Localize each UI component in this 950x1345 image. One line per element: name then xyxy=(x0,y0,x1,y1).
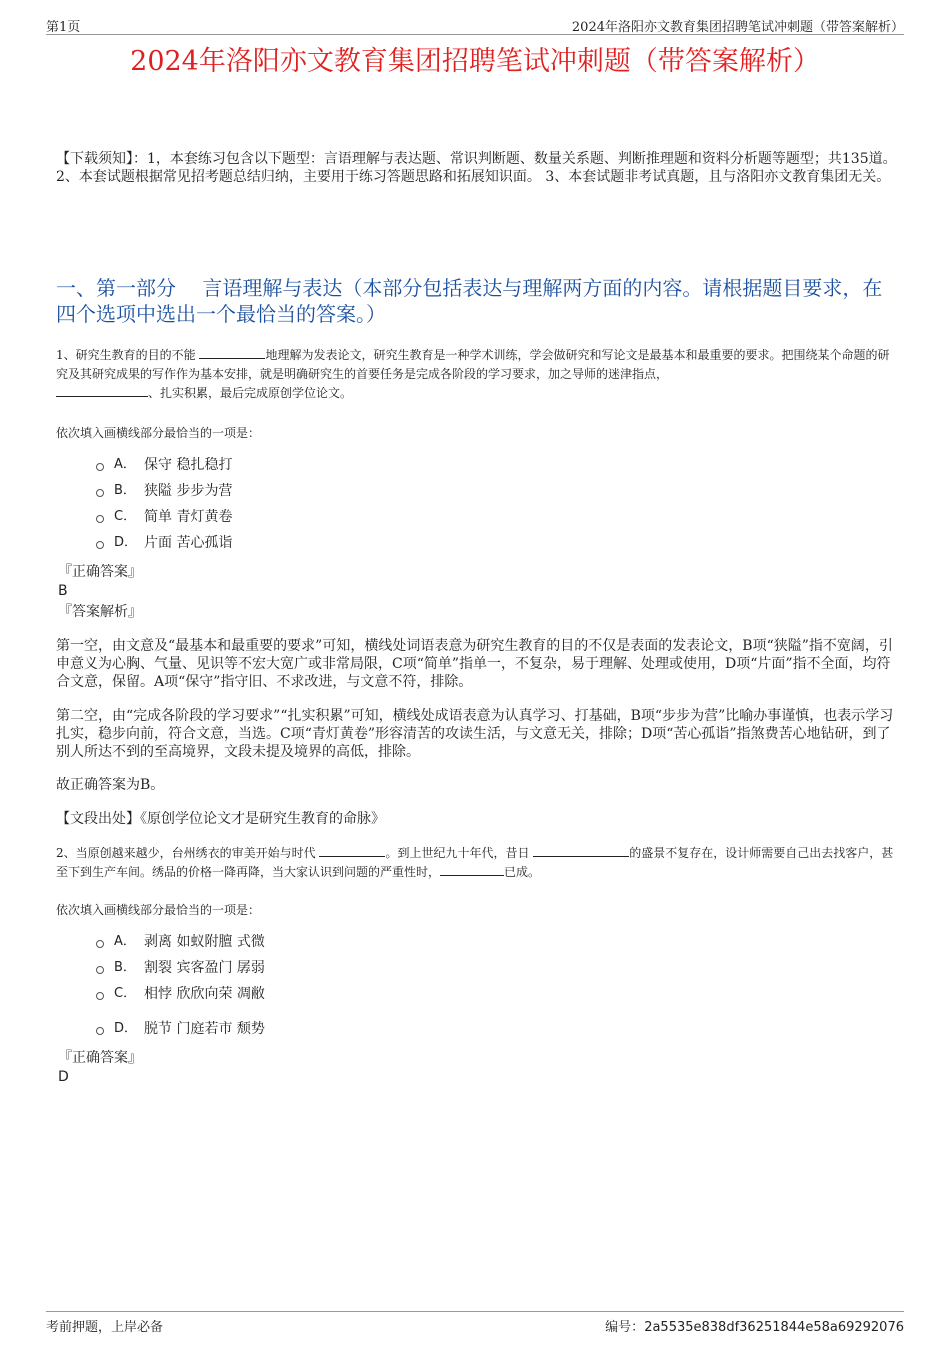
blank xyxy=(319,844,385,857)
question-1-prompt: 依次填入画横线部分最恰当的一项是： xyxy=(56,426,261,440)
section-title: 一、第一部分 言语理解与表达（本部分包括表达与理解两方面的内容。请根据题目要求，在四个选项中选出一个最恰当的答案。） xyxy=(56,276,883,326)
option-c[interactable]: C． 相悖 欣欣向荣 凋敝 xyxy=(96,984,265,1004)
blank xyxy=(56,384,148,397)
analysis-paragraph-2: 第二空，由“完成各阶段的学习要求”“扎实积累”可知，横线处成语表意为认真学习、打基础，B项“步步为营”比喻办事谨慎，也表示学习扎实，稳步向前，符合文意，当选。C项“青灯黄卷”形容清苦的攻读生活，与文意无关，排除；D项“苦心孤诣”指煞费苦心地钻研，到了别人所达不到的至高境界，文段未提及境界的高低，排除。 xyxy=(56,708,894,760)
question-2-stem: 2、当原创越来越少，台州绣衣的审美开始与时代 。到上世纪九十年代，昔日 的盛景不复存在，设计师需要自己出去找客户，甚至下到生产车间。绣品的价格一降再降，当大家认识到问题的严重性时， 已成。 xyxy=(56,846,894,879)
radio-icon[interactable] xyxy=(96,966,104,974)
question-2-prompt: 依次填入画横线部分最恰当的一项是： xyxy=(56,903,261,917)
radio-icon[interactable] xyxy=(96,940,104,948)
option-c[interactable]: C． 简单 青灯黄卷 xyxy=(96,507,232,527)
radio-icon[interactable] xyxy=(96,1027,104,1035)
radio-icon[interactable] xyxy=(96,992,104,1000)
footer-slogan: 考前押题，上岸必备 xyxy=(46,1320,164,1335)
analysis-tag: 『答案解析』 xyxy=(58,604,142,620)
blank xyxy=(533,844,629,857)
footer-code: 编号：2a5535e838df36251844e58a69292076 xyxy=(605,1320,904,1335)
analysis-paragraph-1: 第一空，由文意及“最基本和最重要的要求”可知，横线处词语表意为研究生教育的目的不仅是表面的发表论文，B项“狭隘”指不宽阔，引申意义为心胸、气量、见识等不宏大宽广或非常局限，C项“简单”指单一，不复杂，易于理解、处理或使用，D项“片面”指不全面，均符合文意，保留。A项“保守”指守旧、不求改进，与文意不符，排除。 xyxy=(56,638,893,690)
option-a[interactable]: A． 剥离 如蚁附膻 式微 xyxy=(96,932,265,952)
radio-icon[interactable] xyxy=(96,463,104,471)
page-header xyxy=(46,14,904,35)
option-b[interactable]: B． 狭隘 步步为营 xyxy=(96,481,232,501)
blank xyxy=(440,863,504,876)
option-d[interactable]: D． 脱节 门庭若市 颓势 xyxy=(96,1019,265,1039)
option-a[interactable]: A． 保守 稳扎稳打 xyxy=(96,455,232,475)
radio-icon[interactable] xyxy=(96,515,104,523)
question-1-stem: 1、研究生教育的目的不能 地理解为发表论文，研究生教育是一种学术训练，学会做研究和写论文是最基本和最重要的要求。把围绕某个命题的研究及其研究成果的写作作为基本安排，就是明确研究生的首要任务是完成各阶段的学习要求，加之导师的迷津指点， 、扎实积累，最后完成原创学位论文。 xyxy=(56,348,890,400)
blank xyxy=(199,346,265,359)
document-title: 2024年洛阳亦文教育集团招聘笔试冲刺题（带答案解析） xyxy=(130,46,820,77)
option-b[interactable]: B． 割裂 宾客盈门 孱弱 xyxy=(96,958,265,978)
answer-tag: 『正确答案』 xyxy=(58,564,142,580)
radio-icon[interactable] xyxy=(96,489,104,497)
answer-tag: 『正确答案』 xyxy=(58,1050,142,1066)
header-doc-title: 2024年洛阳亦文教育集团招聘笔试冲刺题（带答案解析） xyxy=(571,20,904,35)
option-d[interactable]: D． 片面 苦心孤诣 xyxy=(96,533,232,553)
source-citation: 【文段出处】《原创学位论文才是研究生教育的命脉》 xyxy=(56,811,385,827)
analysis-conclusion: 故正确答案为B。 xyxy=(56,777,165,793)
radio-icon[interactable] xyxy=(96,541,104,549)
correct-answer: D xyxy=(58,1069,69,1085)
page-number: 第1页 xyxy=(46,20,81,35)
correct-answer: B xyxy=(58,583,68,599)
download-notice: 【下载须知】：1，本套练习包含以下题型：言语理解与表达题、常识判断题、数量关系题、判断推理题和资料分析题等题型；共135道。 2、本套试题根据常见招考题总结归纳，主要用于练习答题思路和拓展知识面。 3、本套试题非考试真题，且与洛阳亦文教育集团无关。 xyxy=(56,151,897,185)
page-footer xyxy=(46,1311,904,1334)
